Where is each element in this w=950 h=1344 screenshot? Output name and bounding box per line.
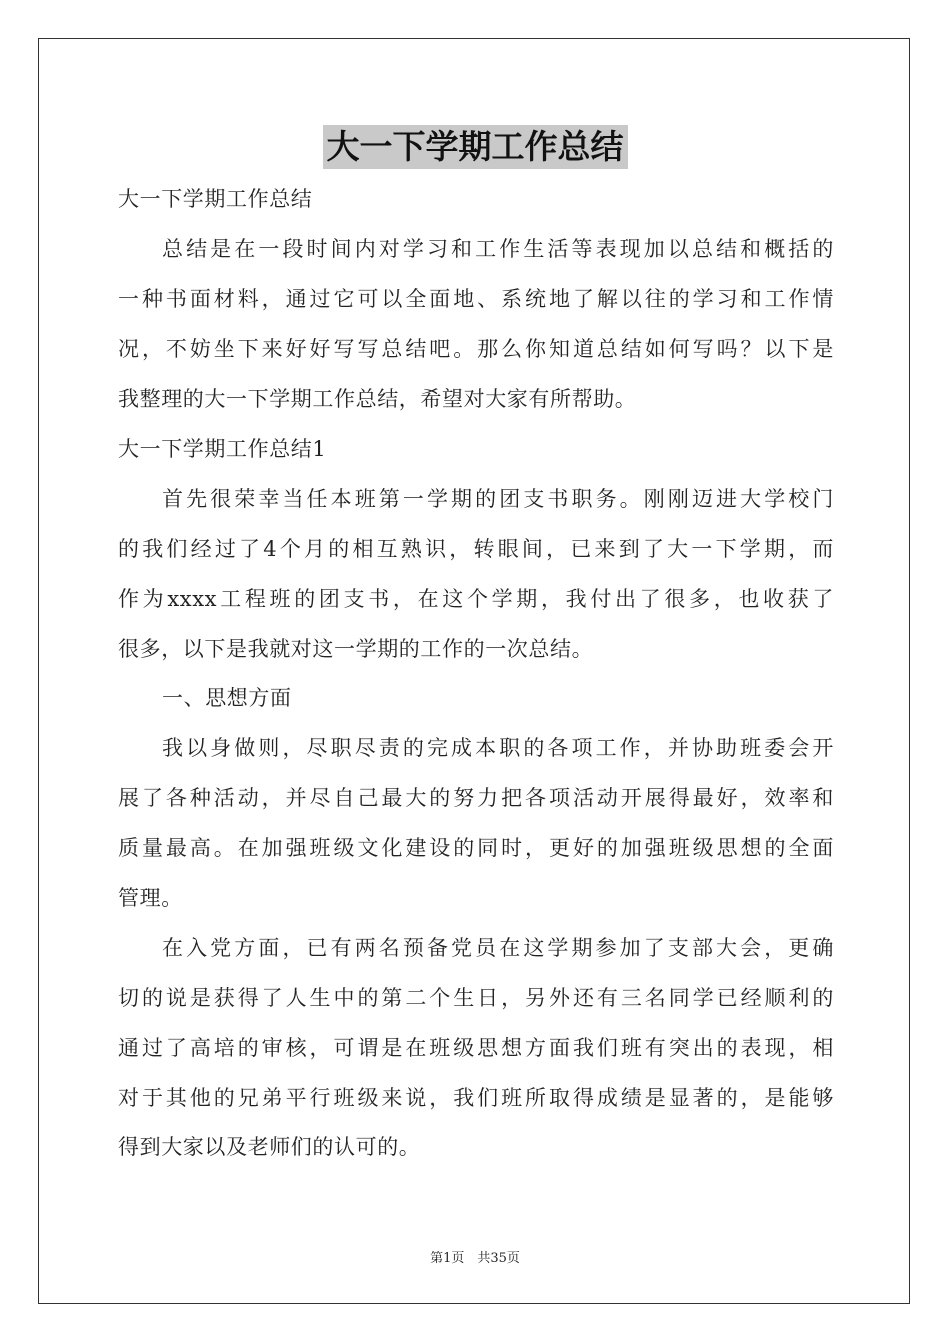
paragraph-line: 质量最高。在加强班级文化建设的同时，更好的加强班级思想的全面 [118, 836, 834, 860]
paragraph-line: 况，不妨坐下来好好写写总结吧。那么你知道总结如何写吗？以下是 [118, 337, 834, 361]
paragraph-line: 很多，以下是我就对这一学期的工作的一次总结。 [118, 637, 594, 661]
subtitle-line: 大一下学期工作总结 [118, 187, 313, 211]
paragraph-line: 首先很荣幸当任本班第一学期的团支书职务。刚刚迈进大学校门 [162, 487, 834, 511]
paragraph-line: 总结是在一段时间内对学习和工作生活等表现加以总结和概括的 [162, 237, 834, 261]
paragraph-line: 在入党方面，已有两名预备党员在这学期参加了支部大会，更确 [162, 936, 834, 960]
section-heading: 大一下学期工作总结1 [118, 437, 327, 461]
paragraph-line: 作为xxxx工程班的团支书，在这个学期，我付出了很多，也收获了 [118, 587, 834, 611]
paragraph-line: 管理。 [118, 886, 183, 910]
paragraph-line: 通过了高培的审核，可谓是在班级思想方面我们班有突出的表现，相 [118, 1036, 834, 1060]
document-title [0, 125, 950, 169]
title-text: 大一下学期工作总结 [323, 125, 628, 169]
page-number: 第1页 共35页 [430, 1251, 520, 1266]
paragraph-line: 一种书面材料，通过它可以全面地、系统地了解以往的学习和工作情 [118, 287, 834, 311]
paragraph-line: 切的说是获得了人生中的第二个生日，另外还有三名同学已经顺利的 [118, 986, 834, 1010]
subsection-heading: 一、思想方面 [162, 686, 292, 710]
paragraph-line: 对于其他的兄弟平行班级来说，我们班所取得成绩是显著的，是能够 [118, 1086, 834, 1110]
paragraph-line: 我整理的大一下学期工作总结，希望对大家有所帮助。 [118, 387, 637, 411]
paragraph-line: 我以身做则，尽职尽责的完成本职的各项工作，并协助班委会开 [162, 736, 834, 760]
paragraph-line: 展了各种活动，并尽自己最大的努力把各项活动开展得最好，效率和 [118, 786, 834, 810]
page-footer [0, 1247, 950, 1266]
paragraph-line: 的我们经过了4个月的相互熟识，转眼间，已来到了大一下学期，而 [118, 537, 834, 561]
paragraph-line: 得到大家以及老师们的认可的。 [118, 1135, 421, 1159]
page-border [38, 38, 910, 1304]
